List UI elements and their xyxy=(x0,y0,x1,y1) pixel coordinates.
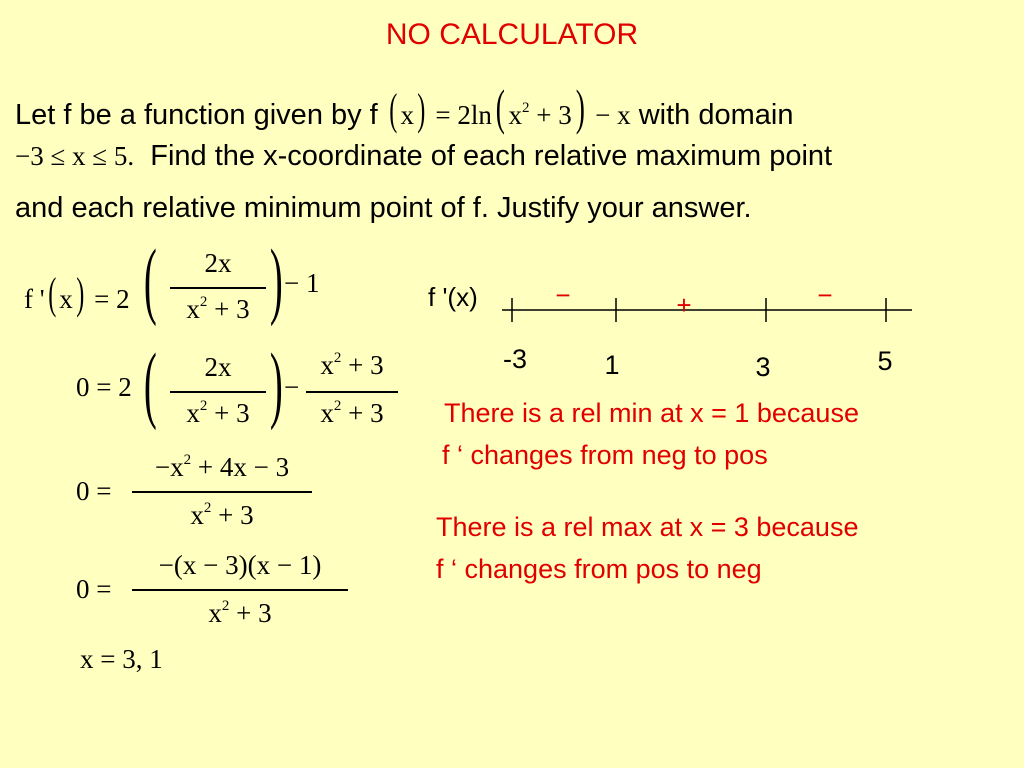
rel-max-line-1: There is a rel max at x = 3 because xyxy=(436,512,859,542)
sign-plus: + xyxy=(676,290,692,320)
right-paren: ) xyxy=(269,231,283,327)
fraction: 2x xyxy=(204,248,232,278)
sign-chart-label: f '(x) xyxy=(428,282,478,312)
fraction-bar xyxy=(170,287,266,289)
tick-label: 3 xyxy=(755,352,771,382)
sign-minus-right: − xyxy=(817,280,833,310)
sign-minus-left: − xyxy=(555,280,571,310)
problem-line-2 xyxy=(15,140,832,173)
problem-domain: −3 ≤ x ≤ 5. xyxy=(15,141,135,171)
problem-line-3: and each relative minimum point of f. Justify your answer. xyxy=(15,192,752,224)
sign-chart xyxy=(420,270,940,390)
work-step-5: x = 3, 1 xyxy=(80,644,163,674)
left-paren: ( xyxy=(143,231,157,327)
problem-function: ( x) = 2ln( $x^2 + 3) - x$ xyxy=(389,79,631,135)
slide-title: NO CALCULATOR xyxy=(385,18,639,51)
rel-min-line-1: There is a rel min at x = 1 because xyxy=(444,398,859,428)
tick-label: 5 xyxy=(877,346,893,376)
tick-label: 1 xyxy=(604,350,620,380)
problem-intro: Let f be a function given by f xyxy=(15,99,378,131)
rel-max-line-2: f ‘ changes from pos to neg xyxy=(436,554,762,584)
problem-line-1 xyxy=(15,78,793,136)
problem-task: Find the x-coordinate of each relative maximum point xyxy=(150,140,833,172)
problem-domain-label: with domain xyxy=(638,99,794,131)
rel-min-line-2: f ‘ changes from neg to pos xyxy=(442,440,768,470)
tick-label: -3 xyxy=(502,344,528,374)
